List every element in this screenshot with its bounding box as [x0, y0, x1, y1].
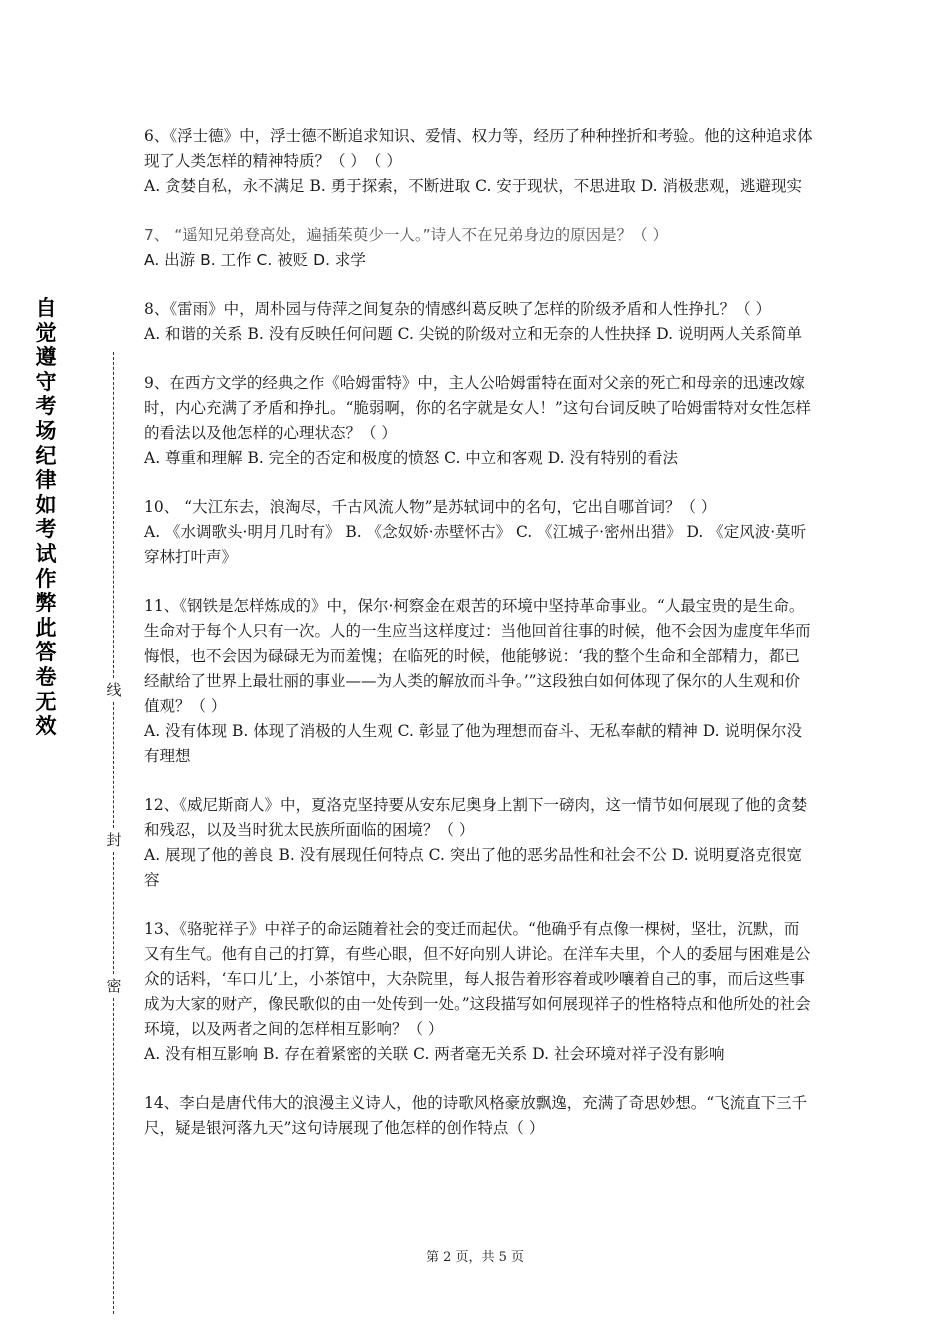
question-options: A. 《水调歌头·明月几时有》 B. 《念奴娇·赤壁怀古》 C. 《江城子·密州出猎》 D. 《定风波·莫听穿林打叶声》 — [144, 523, 807, 566]
question-11 — [144, 594, 814, 769]
exam-rules-notice: 自觉遵守考场纪律如考试作弊此答卷无效 — [35, 296, 57, 739]
question-stem: 14、李白是唐代伟大的浪漫主义诗人，他的诗歌风格豪放飘逸，充满了奇思妙想。“飞流直下三千尺，疑是银河落九天”这句诗展现了他怎样的创作特点（ ） — [144, 1094, 808, 1137]
question-options: A. 和谐的关系 B. 没有反映任何问题 C. 尖锐的阶级对立和无奈的人性抉择 D. 说明两人关系简单 — [144, 325, 802, 343]
binding-mark-dense: 密 — [104, 976, 124, 996]
question-stem: 11、《钢铁是怎样炼成的》中，保尔·柯察金在艰苦的环境中坚持革命事业。“人最宝贵的是生命。生命对于每个人只有一次。人的一生应当这样度过：当他回首往事的时候，他不会因为虚度年华而悔恨，也不会因为碌碌无为而羞愧；在临死的时候，他能够说：‘我的整个生命和全部精力，都已经献给了世界上最壮丽的事业——为人类的解放而斗争。’”这段独白如何体现了保尔的人生观和价值观？（ ） — [144, 597, 811, 715]
question-options: A. 尊重和理解 B. 完全的否定和极度的愤怒 C. 中立和客观 D. 没有特别的看法 — [144, 449, 678, 467]
question-14 — [144, 1091, 814, 1141]
question-options: A. 没有体现 B. 体现了消极的人生观 C. 彰显了他为理想而奋斗、无私奉献的精神 D. 说明保尔没有理想 — [144, 722, 802, 765]
question-10 — [144, 495, 814, 570]
question-stem: 8、《雷雨》中，周朴园与侍萍之间复杂的情感纠葛反映了怎样的阶级矛盾和人性挣扎？（ ） — [144, 300, 772, 318]
binding-dashed-line — [113, 702, 114, 828]
question-9 — [144, 371, 814, 471]
question-stem: 13、《骆驼祥子》中祥子的命运随着社会的变迁而起伏。“他确乎有点像一棵树，坚壮，沉默，而又有生气。他有自己的打算，有些心眼，但不好向别人讲论。在洋车夫里，个人的委屈与困难是公众的话料，‘车口儿’上，小茶馆中，大杂院里，每人报告着形容着或吵嚷着自己的事，而后这些事成为大家的财产，像民歌似的由一处传到一处。”这段描写如何展现祥子的性格特点和他所处的社会环境，以及两者之间的怎样相互影响？（ ） — [144, 920, 811, 1038]
question-list — [144, 124, 814, 1165]
binding-dashed-line — [113, 352, 114, 678]
page-number: 第 2 页，共 5 页 — [425, 1250, 525, 1265]
question-stem: 12、《威尼斯商人》中，夏洛克坚持要从安东尼奥身上割下一磅肉，这一情节如何展现了他的贪婪和残忍，以及当时犹太民族所面临的困境？（ ） — [144, 796, 807, 839]
binding-mark-seal: 封 — [104, 830, 124, 850]
question-stem: 10、 “大江东去，浪淘尽，千古风流人物”是苏轼词中的名句，它出自哪首词？（ ） — [144, 498, 717, 516]
question-8 — [144, 297, 814, 347]
binding-mark-line: 线 — [104, 680, 124, 700]
binding-dashed-line — [113, 852, 114, 974]
question-6 — [144, 124, 814, 199]
binding-dashed-line — [113, 998, 114, 1314]
question-options: A. 没有相互影响 B. 存在着紧密的关联 C. 两者毫无关系 D. 社会环境对祥子没有影响 — [144, 1045, 725, 1063]
question-options: A. 展现了他的善良 B. 没有展现任何特点 C. 突出了他的恶劣品性和社会不公 D. 说明夏洛克很宽容 — [144, 846, 802, 889]
question-7 — [144, 223, 814, 273]
question-stem: 9、在西方文学的经典之作《哈姆雷特》中，主人公哈姆雷特在面对父亲的死亡和母亲的迅速改嫁时，内心充满了矛盾和挣扎。“脆弱啊，你的名字就是女人！”这句台词反映了哈姆雷特对女性怎样的看法以及他怎样的心理状态？（ ） — [144, 374, 811, 442]
question-options: A. 贪婪自私，永不满足 B. 勇于探索，不断进取 C. 安于现状，不思进取 D. 消极悲观，逃避现实 — [144, 177, 802, 195]
question-13 — [144, 917, 814, 1067]
question-stem: 7、 “遥知兄弟登高处，遍插茱萸少一人。”诗人不在兄弟身边的原因是？（ ） — [144, 226, 669, 244]
question-stem: 6、《浮士德》中，浮士德不断追求知识、爱情、权力等，经历了种种挫折和考验。他的这种追求体现了人类怎样的精神特质？（ ） （ ） — [144, 127, 813, 170]
question-options: A. 出游 B. 工作 C. 被贬 D. 求学 — [144, 251, 366, 269]
question-12 — [144, 793, 814, 893]
